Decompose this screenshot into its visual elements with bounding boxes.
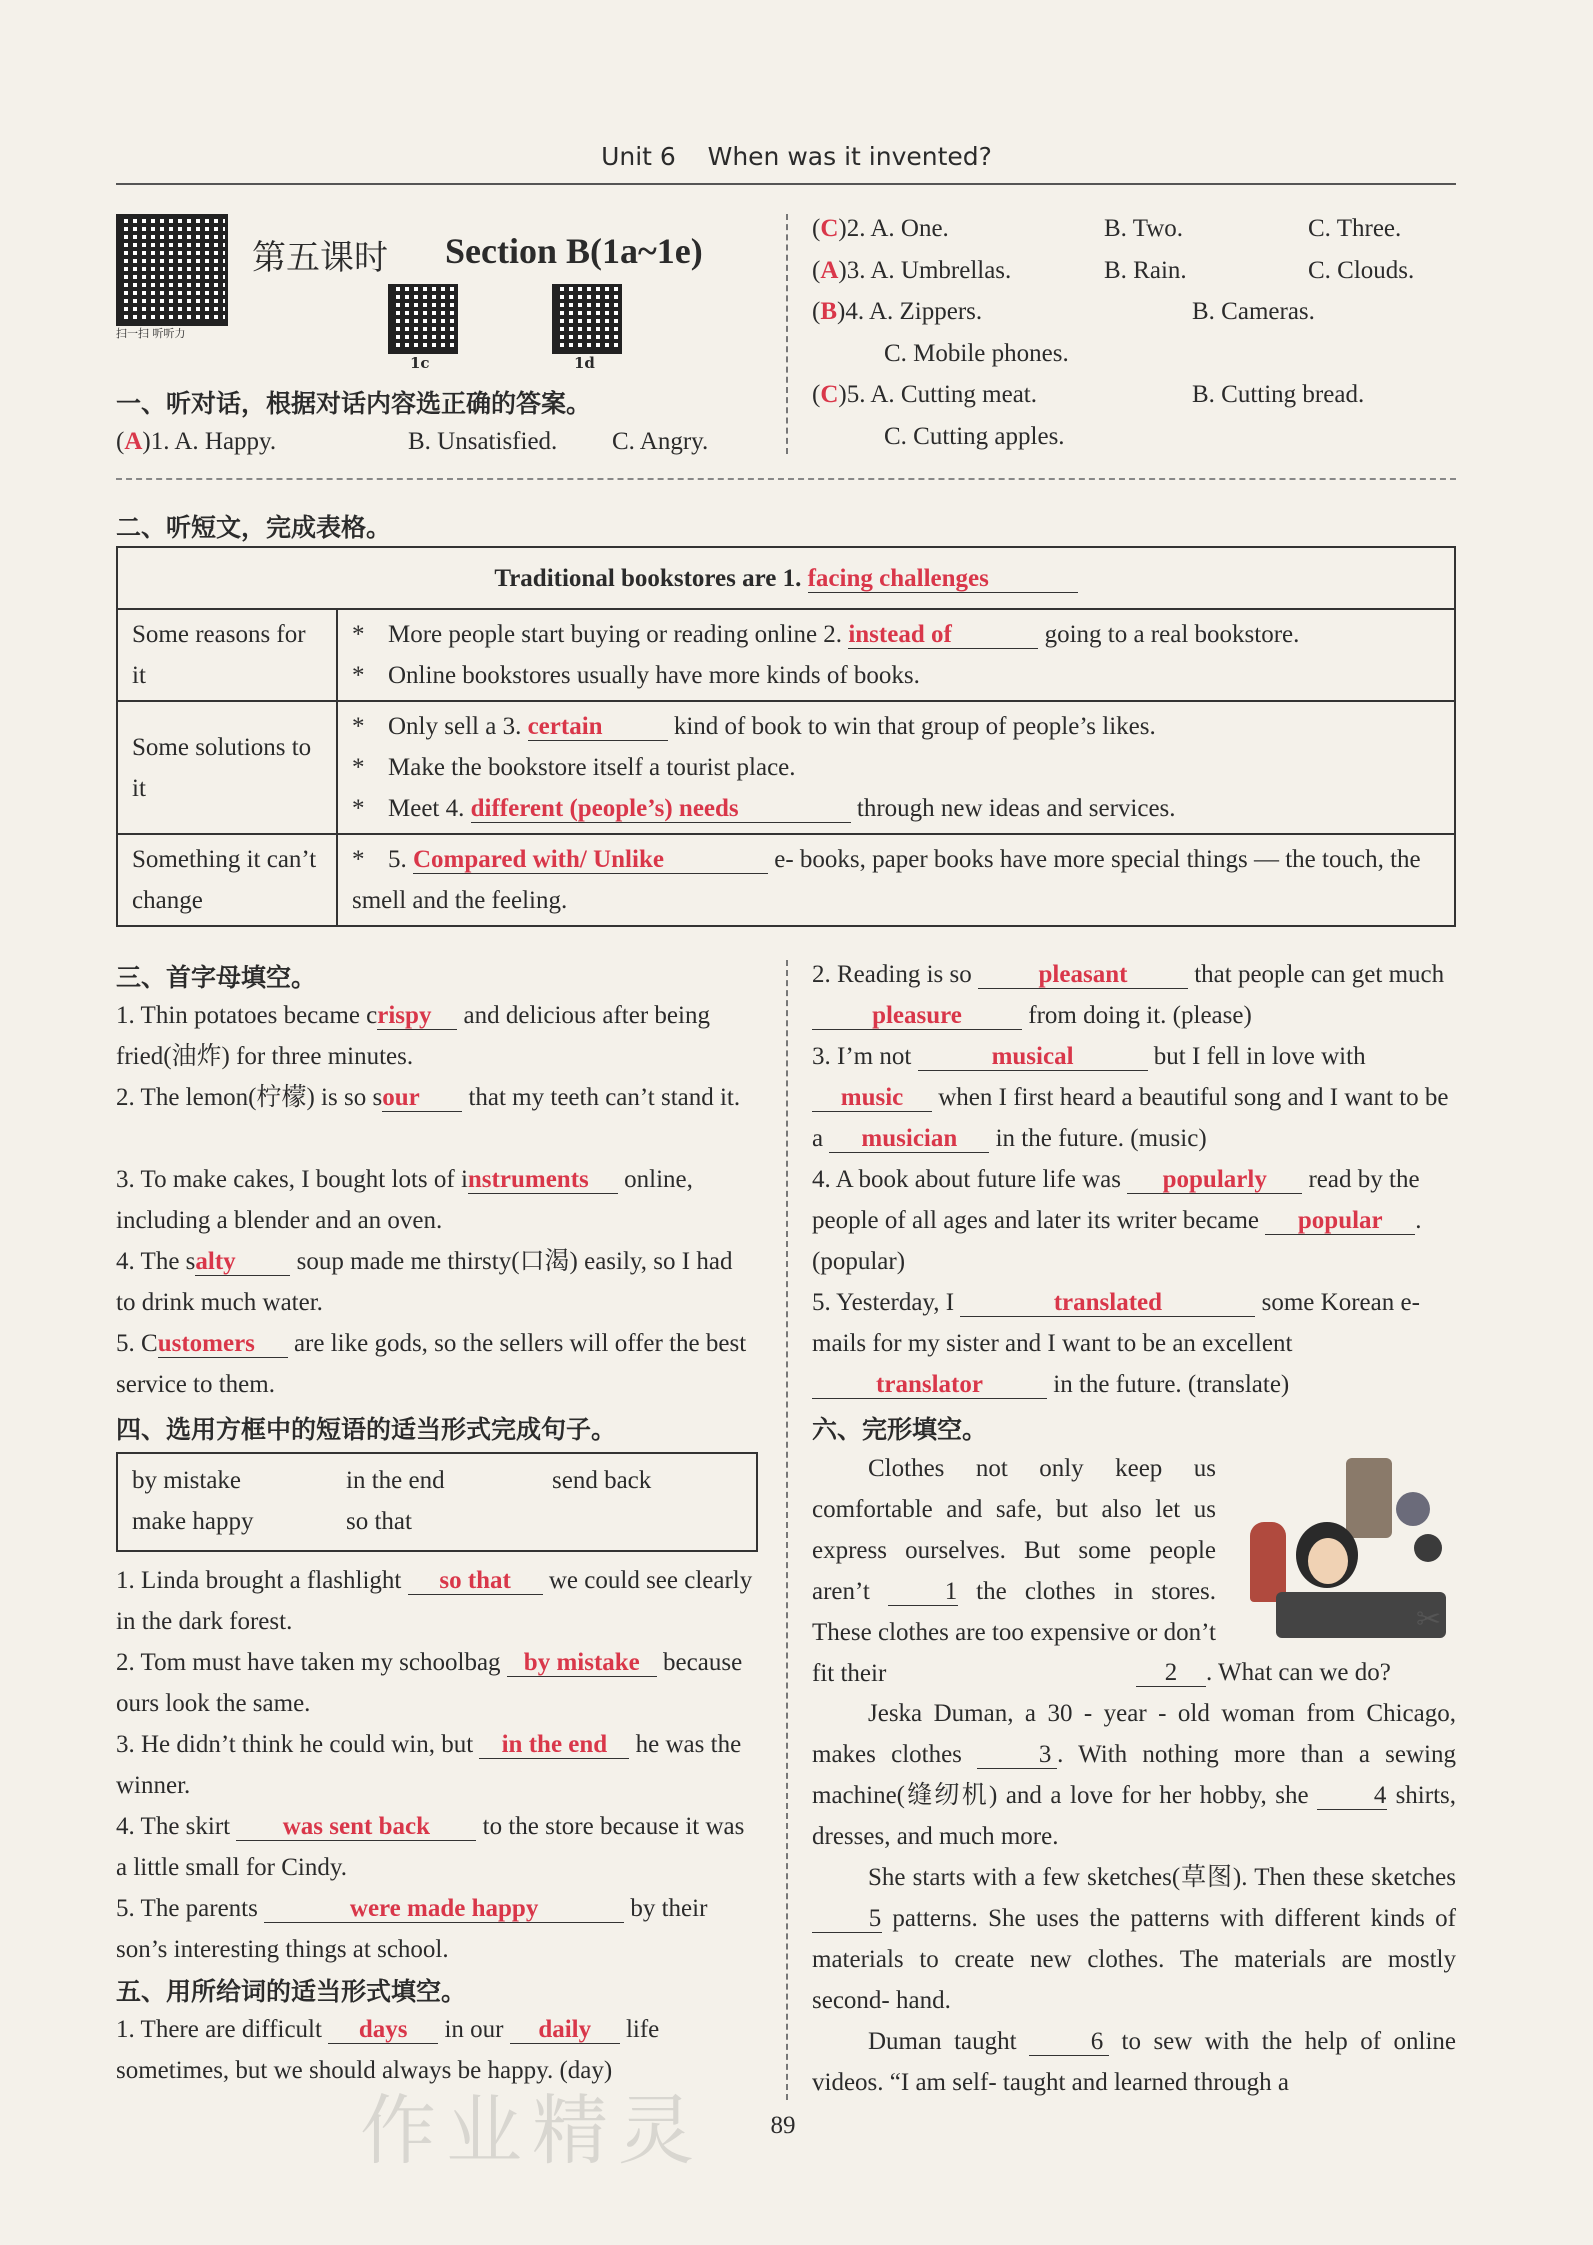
phrase: make happy — [132, 1508, 254, 1535]
qr-label-1d: 1d — [574, 354, 595, 372]
woman-face-icon — [1308, 1538, 1348, 1584]
divider-top — [786, 214, 788, 454]
part1-q5: (C)5. A. Cutting meat. B. Cutting bread. — [812, 381, 1365, 408]
phrase: in the end — [346, 1467, 445, 1494]
bookstore-table — [116, 546, 1456, 927]
thread-spool-icon — [1346, 1458, 1392, 1538]
part1-q2: (C)2. A. One. B. Two. C. Three. — [812, 215, 1402, 242]
part5-q5: 5. Yesterday, I translated some Korean e- mails for my sister and I want to be an excellent translator in the future. (translate) — [812, 1289, 1420, 1398]
scissors-icon: ✂ — [1416, 1602, 1442, 1637]
table-title-cell: Traditional bookstores are 1. facing challenges — [117, 547, 1455, 609]
cloze-paragraph-1: Clothes not only keep us comfortable and safe, but also let us express ourselves. But some people aren’t 1 the clothes in stores. These clothes are too expensive or don’t fit their — [812, 1455, 1216, 1687]
button-icon — [1396, 1492, 1430, 1526]
part2-heading: 二、听短文，完成表格。 — [116, 513, 392, 542]
part1-q3: (A)3. A. Umbrellas. B. Rain. C. Clouds. — [812, 257, 1415, 284]
cloze-paragraph-3: She starts with a few sketches(草图). Then these sketches 5 patterns. She uses the patterns with different kinds of materials to create new clothes. The materials are mostly second- hand. — [812, 1864, 1456, 2014]
part4-heading: 四、选用方框中的短语的适当形式完成句子。 — [116, 1415, 617, 1444]
unit-label: Unit 6 — [601, 142, 676, 171]
watermark: 作业精灵 — [360, 2086, 704, 2175]
phrase: by mistake — [132, 1467, 242, 1494]
part5-q2: 2. Reading is so pleasant that people can get much pleasure from doing it. (please) — [812, 961, 1445, 1029]
blank: 4 — [1317, 1783, 1387, 1810]
unit-title: When was it invented? — [707, 142, 992, 171]
blank: 5 — [812, 1906, 882, 1933]
cloze-paragraph-1-tail: 2 . What can we do? — [1136, 1652, 1456, 1693]
part4-q3: 3. He didn’t think he could win, but in the end he was the winner. — [116, 1731, 742, 1799]
row-label: Something it can’t change — [117, 834, 337, 926]
divider-bottom — [786, 960, 788, 2100]
part3-q3: 3. To make cakes, I bought lots of instruments online, including a blender and an oven. — [116, 1166, 693, 1234]
part3-q1: 1. Thin potatoes became crispy and delicious after being fried(油炸) for three minutes. — [116, 1002, 710, 1070]
section-divider — [116, 478, 1456, 480]
part4-q5: 5. The parents were made happy by their son’s interesting things at school. — [116, 1895, 708, 1963]
row-content: * Only sell a 3. certain kind of book to win that group of people’s likes. * Make the bookstore itself a tourist place. * Meet 4. different (people’s) needs through new ideas and services. — [337, 701, 1455, 834]
part1-heading: 一、听对话，根据对话内容选正确的答案。 — [116, 389, 592, 418]
part1-q4-c: C. Mobile phones. — [884, 340, 1069, 367]
running-header — [0, 142, 1593, 171]
part5-heading: 五、用所给词的适当形式填空。 — [116, 1977, 467, 2006]
row-label: Some reasons for it — [117, 609, 337, 701]
phrase-box — [116, 1452, 758, 1552]
blank: 1 — [888, 1579, 958, 1606]
part5-q4: 4. A book about future life was popularly read by the people of all ages and later its writer became popular . (popular) — [812, 1166, 1422, 1275]
button-icon — [1414, 1534, 1442, 1562]
part4-q1: 1. Linda brought a flashlight so that we could see clearly in the dark forest. — [116, 1567, 753, 1635]
lesson-title-en: Section B(1a~1e) — [445, 231, 703, 271]
row-content: * More people start buying or reading online 2. instead of going to a real bookstore. * Online bookstores usually have more kinds of books. — [337, 609, 1455, 701]
answer: A — [124, 428, 143, 455]
blank: 6 — [1029, 2029, 1109, 2056]
phrase: so that — [346, 1508, 412, 1535]
part3-heading: 三、首字母填空。 — [116, 963, 317, 992]
mannequin-icon — [1250, 1522, 1286, 1602]
part1-q4: (B)4. A. Zippers. B. Cameras. — [812, 298, 1315, 325]
part1-q5-c: C. Cutting apples. — [884, 423, 1065, 450]
lesson-title-cn: 第五课时 — [252, 238, 388, 278]
blank: 3 — [977, 1742, 1057, 1769]
qr-code-1d-icon — [552, 284, 622, 354]
part6-heading: 六、完形填空。 — [812, 1415, 988, 1444]
header-rule — [116, 183, 1456, 185]
page-number: 89 — [770, 2112, 796, 2139]
blank: 2 — [1136, 1660, 1206, 1687]
sewing-illustration — [1236, 1452, 1452, 1652]
part3-q2: 2. The lemon(柠檬) is so sour that my teeth can’t stand it. — [116, 1084, 741, 1111]
phrase: send back — [552, 1467, 652, 1494]
qr-label-1c: 1c — [410, 354, 430, 372]
part5-q1: 1. There are difficult days in our daily life sometimes, but we should always be happy. (day) — [116, 2016, 660, 2084]
part4-q4: 4. The skirt was sent back to the store because it was a little small for Cindy. — [116, 1813, 745, 1881]
qr-caption: 扫一扫 听听力 — [116, 327, 186, 340]
row-content: * 5. Compared with/ Unlike e- books, paper books have more special things — the touch, the smell and the feeling. — [337, 834, 1455, 926]
part3-q5: 5. Customers are like gods, so the sellers will offer the best service to them. — [116, 1330, 747, 1398]
part4-q2: 2. Tom must have taken my schoolbag by mistake because ours look the same. — [116, 1649, 743, 1717]
qr-code-main-icon — [116, 214, 228, 326]
row-label: Some solutions to it — [117, 701, 337, 834]
cloze-paragraph-2: Jeska Duman, a 30 - year - old woman from Chicago, makes clothes 3 . With nothing more than a sewing machine(缝纫机) and a love for her hobby, she 4 shirts, dresses, and much more. — [812, 1700, 1456, 1850]
qr-code-1c-icon — [388, 284, 458, 354]
part3-q4: 4. The salty soup made me thirsty(口渴) easily, so I had to drink much water. — [116, 1248, 733, 1316]
part5-q3: 3. I’m not musical but I fell in love with music when I first heard a beautiful song and I want to be a musician in the future. (music) — [812, 1043, 1449, 1152]
part1-q1: (A)1. A. Happy. B. Unsatisfied. C. Angry. — [116, 428, 709, 455]
cloze-paragraph-4: Duman taught 6 to sew with the help of online videos. “I am self- taught and learned through a — [812, 2028, 1457, 2096]
